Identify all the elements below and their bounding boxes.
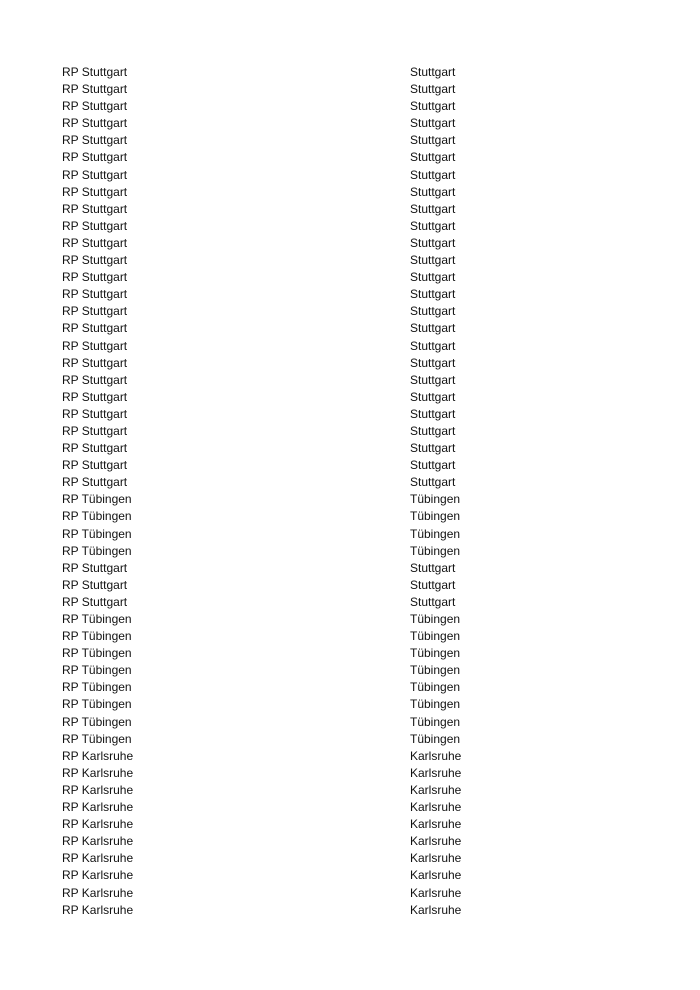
- table-row: [62, 662, 482, 679]
- region-cell: RP Stuttgart: [62, 133, 128, 148]
- city-cell: Stuttgart: [410, 201, 456, 216]
- table-row: [62, 474, 482, 491]
- region-cell: RP Karlsruhe: [62, 748, 134, 763]
- region-cell: RP Stuttgart: [62, 458, 128, 473]
- table-row: [62, 560, 482, 577]
- region-cell: RP Tübingen: [62, 731, 132, 746]
- region-cell: RP Karlsruhe: [62, 851, 134, 866]
- table-row: [62, 406, 482, 423]
- table-row: [62, 81, 482, 98]
- table-row: [62, 628, 482, 645]
- table-row: [62, 611, 482, 628]
- city-cell: Stuttgart: [410, 338, 456, 353]
- city-cell: Stuttgart: [410, 423, 456, 438]
- city-cell: Stuttgart: [410, 287, 456, 302]
- table-row: [62, 355, 482, 372]
- region-cell: RP Stuttgart: [62, 423, 128, 438]
- table-row: [62, 115, 482, 132]
- city-cell: Stuttgart: [410, 304, 456, 319]
- region-cell: RP Stuttgart: [62, 167, 128, 182]
- table-row: [62, 714, 482, 731]
- table-row: [62, 594, 482, 611]
- table-row: [62, 269, 482, 286]
- region-cell: RP Tübingen: [62, 629, 132, 644]
- city-cell: Tübingen: [410, 629, 461, 644]
- city-cell: Karlsruhe: [410, 765, 462, 780]
- data-table: [62, 64, 482, 919]
- region-cell: RP Stuttgart: [62, 338, 128, 353]
- region-cell: RP Tübingen: [62, 663, 132, 678]
- region-cell: RP Stuttgart: [62, 321, 128, 336]
- table-row: [62, 98, 482, 115]
- region-cell: RP Stuttgart: [62, 406, 128, 421]
- table-row: [62, 833, 482, 850]
- table-row: [62, 389, 482, 406]
- region-cell: RP Stuttgart: [62, 82, 128, 97]
- region-cell: RP Stuttgart: [62, 253, 128, 268]
- city-cell: Stuttgart: [410, 150, 456, 165]
- region-cell: RP Stuttgart: [62, 560, 128, 575]
- table-row: [62, 149, 482, 166]
- region-cell: RP Stuttgart: [62, 441, 128, 456]
- table-row: [62, 320, 482, 337]
- region-cell: RP Stuttgart: [62, 150, 128, 165]
- table-row: [62, 543, 482, 560]
- table-row: [62, 423, 482, 440]
- table-row: [62, 132, 482, 149]
- city-cell: Stuttgart: [410, 133, 456, 148]
- city-cell: Tübingen: [410, 697, 461, 712]
- region-cell: RP Tübingen: [62, 543, 132, 558]
- city-cell: Karlsruhe: [410, 817, 462, 832]
- table-row: [62, 440, 482, 457]
- table-row: [62, 748, 482, 765]
- region-cell: RP Tübingen: [62, 697, 132, 712]
- city-cell: Karlsruhe: [410, 868, 462, 883]
- region-cell: RP Stuttgart: [62, 184, 128, 199]
- table-row: [62, 902, 482, 919]
- city-cell: Stuttgart: [410, 235, 456, 250]
- region-cell: RP Stuttgart: [62, 475, 128, 490]
- region-cell: RP Tübingen: [62, 526, 132, 541]
- table-row: [62, 201, 482, 218]
- region-cell: RP Tübingen: [62, 714, 132, 729]
- region-cell: RP Stuttgart: [62, 218, 128, 233]
- table-row: [62, 867, 482, 884]
- city-cell: Tübingen: [410, 714, 461, 729]
- city-cell: Tübingen: [410, 646, 461, 661]
- region-cell: RP Karlsruhe: [62, 800, 134, 815]
- city-cell: Tübingen: [410, 492, 461, 507]
- table-row: [62, 577, 482, 594]
- city-cell: Stuttgart: [410, 65, 456, 79]
- table-row: [62, 338, 482, 355]
- city-cell: Stuttgart: [410, 372, 456, 387]
- region-cell: RP Karlsruhe: [62, 902, 134, 917]
- city-cell: Karlsruhe: [410, 902, 462, 917]
- region-cell: RP Tübingen: [62, 492, 132, 507]
- city-cell: Stuttgart: [410, 82, 456, 97]
- city-cell: Stuttgart: [410, 458, 456, 473]
- region-cell: RP Tübingen: [62, 646, 132, 661]
- table-row: [62, 731, 482, 748]
- region-cell: RP Stuttgart: [62, 389, 128, 404]
- table-row: [62, 885, 482, 902]
- table-row: [62, 645, 482, 662]
- table-row: [62, 491, 482, 508]
- table-row: [62, 218, 482, 235]
- region-cell: RP Stuttgart: [62, 270, 128, 285]
- city-cell: Stuttgart: [410, 253, 456, 268]
- city-cell: Stuttgart: [410, 560, 456, 575]
- city-cell: Tübingen: [410, 509, 461, 524]
- table-row: [62, 696, 482, 713]
- city-cell: Stuttgart: [410, 321, 456, 336]
- city-cell: Stuttgart: [410, 441, 456, 456]
- table-row: [62, 167, 482, 184]
- city-cell: Karlsruhe: [410, 834, 462, 849]
- table-row: [62, 508, 482, 525]
- region-cell: RP Karlsruhe: [62, 817, 134, 832]
- table-row: [62, 526, 482, 543]
- region-cell: RP Karlsruhe: [62, 834, 134, 849]
- table-row: [62, 303, 482, 320]
- region-cell: RP Karlsruhe: [62, 885, 134, 900]
- region-cell: RP Tübingen: [62, 612, 132, 626]
- city-cell: Karlsruhe: [410, 800, 462, 815]
- region-cell: RP Stuttgart: [62, 201, 128, 216]
- region-cell: RP Stuttgart: [62, 116, 128, 131]
- table-row: [62, 679, 482, 696]
- table-row: [62, 765, 482, 782]
- city-cell: Stuttgart: [410, 270, 456, 285]
- region-cell: RP Stuttgart: [62, 235, 128, 250]
- region-cell: RP Karlsruhe: [62, 782, 134, 797]
- city-cell: Stuttgart: [410, 355, 456, 370]
- region-cell: RP Stuttgart: [62, 577, 128, 592]
- region-cell: RP Stuttgart: [62, 355, 128, 370]
- table-row: [62, 457, 482, 474]
- table-row: [62, 252, 482, 269]
- city-cell: Stuttgart: [410, 577, 456, 592]
- region-cell: RP Stuttgart: [62, 287, 128, 302]
- region-cell: RP Stuttgart: [62, 65, 128, 79]
- city-cell: Stuttgart: [410, 389, 456, 404]
- city-cell: Tübingen: [410, 543, 461, 558]
- table-row: [62, 235, 482, 252]
- city-cell: Stuttgart: [410, 218, 456, 233]
- table-row: [62, 372, 482, 389]
- table-row: [62, 782, 482, 799]
- city-cell: Stuttgart: [410, 406, 456, 421]
- city-cell: Tübingen: [410, 731, 461, 746]
- region-cell: RP Tübingen: [62, 509, 132, 524]
- city-cell: Karlsruhe: [410, 885, 462, 900]
- city-cell: Karlsruhe: [410, 748, 462, 763]
- city-cell: Stuttgart: [410, 167, 456, 182]
- city-cell: Tübingen: [410, 612, 461, 626]
- city-cell: Karlsruhe: [410, 782, 462, 797]
- city-cell: Stuttgart: [410, 184, 456, 199]
- table-row: [62, 816, 482, 833]
- city-cell: Stuttgart: [410, 475, 456, 490]
- region-cell: RP Karlsruhe: [62, 868, 134, 883]
- city-cell: Tübingen: [410, 663, 461, 678]
- city-cell: Karlsruhe: [410, 851, 462, 866]
- table-row: [62, 184, 482, 201]
- city-cell: Stuttgart: [410, 99, 456, 114]
- table-row: [62, 286, 482, 303]
- city-cell: Stuttgart: [410, 116, 456, 131]
- region-cell: RP Tübingen: [62, 680, 132, 695]
- city-cell: Tübingen: [410, 680, 461, 695]
- table-row: [62, 850, 482, 867]
- region-cell: RP Stuttgart: [62, 99, 128, 114]
- region-cell: RP Stuttgart: [62, 304, 128, 319]
- table-row: [62, 799, 482, 816]
- table-row: [62, 64, 482, 81]
- region-cell: RP Stuttgart: [62, 594, 128, 609]
- region-cell: RP Karlsruhe: [62, 765, 134, 780]
- region-cell: RP Stuttgart: [62, 372, 128, 387]
- city-cell: Stuttgart: [410, 594, 456, 609]
- city-cell: Tübingen: [410, 526, 461, 541]
